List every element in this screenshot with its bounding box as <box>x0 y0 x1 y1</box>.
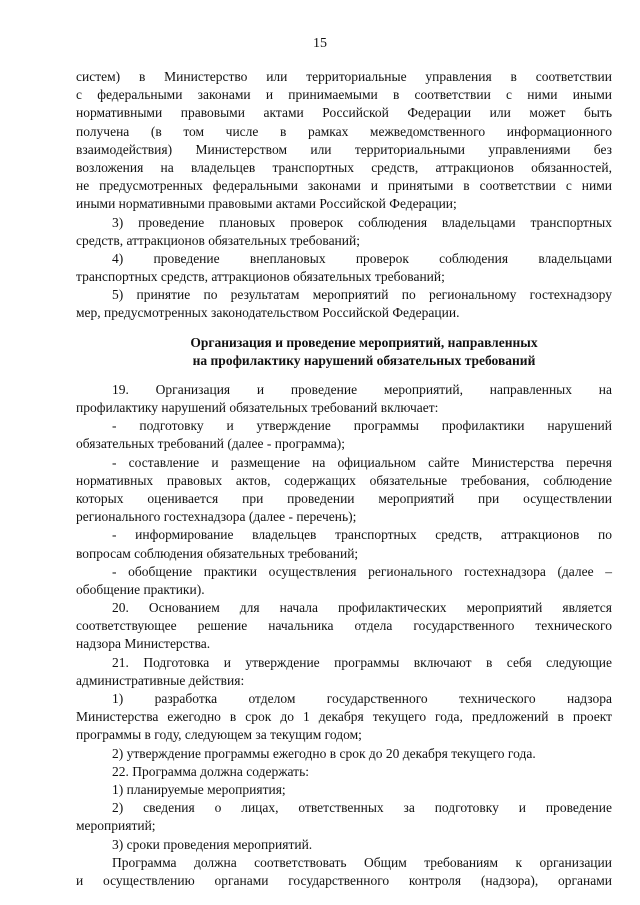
text-line: которых оценивается при проведении мероприятий при осуществлении <box>76 490 612 506</box>
text-line: регионального гостехнадзора (далее - перечень); <box>76 509 357 525</box>
paragraph <box>76 654 612 690</box>
text-line: - информирование владельцев транспортных средств, аттракционов по <box>112 527 612 543</box>
text-line: 3) сроки проведения мероприятий. <box>112 836 313 852</box>
text-line: не предусмотренных федеральными законами и принятыми в соответствии с ними <box>76 178 612 194</box>
text-line: 4) проведение внеплановых проверок соблюдения владельцами <box>112 250 612 266</box>
section-heading <box>76 334 612 371</box>
paragraph <box>76 781 612 799</box>
text-line: нормативных правовых актов, содержащих обязательные требования, соблюдение <box>76 472 612 488</box>
text-line: 1) разработка отделом государственного технического надзора <box>112 691 612 706</box>
text-line: мероприятий; <box>76 818 156 834</box>
text-line: получена (в том числе в рамках межведомственного информационного <box>76 123 612 139</box>
paragraph <box>76 454 612 527</box>
paragraph <box>76 745 612 763</box>
text-line: - составление и размещение на официальном сайте Министерства перечня <box>112 454 612 470</box>
paragraph <box>76 214 612 250</box>
paragraph <box>76 690 612 745</box>
text-line: нормативными правовыми актами Российской Федерации или может быть <box>76 105 612 121</box>
page-number: 15 <box>313 36 327 51</box>
text-line: вопросам соблюдения обязательных требований; <box>76 545 359 561</box>
paragraph <box>76 526 612 562</box>
text-line: возложения на владельцев транспортных средств, аттракционов обязанностей, <box>76 159 612 175</box>
text-line: иными нормативными правовыми актами Российской Федерации; <box>76 196 457 212</box>
paragraph <box>76 68 612 214</box>
text-line: 2) утверждение программы ежегодно в срок до 20 декабря текущего года. <box>112 745 536 761</box>
text-line: 1) планируемые мероприятия; <box>112 781 286 797</box>
text-line: надзора Министерства. <box>76 636 211 652</box>
text-line: 2) сведения о лицах, ответственных за подготовку и проведение <box>112 800 612 816</box>
text-line: мер, предусмотренных законодательством Российской Федерации. <box>76 305 460 321</box>
text-line: соответствующее решение начальника отдела государственного технического <box>76 618 612 634</box>
text-line: 20. Основанием для начала профилактических мероприятий является <box>112 600 612 616</box>
document-body <box>76 68 612 890</box>
paragraph <box>76 599 612 654</box>
text-line: 21. Подготовка и утверждение программы включают в себя следующие <box>112 654 612 670</box>
paragraph <box>76 836 612 854</box>
paragraph <box>76 563 612 599</box>
paragraph <box>76 381 612 417</box>
text-line: 19. Организация и проведение мероприятий, направленных на <box>112 381 612 397</box>
heading-line: на профилактику нарушений обязательных требований <box>192 353 536 369</box>
text-line: с федеральными законами и принимаемыми в соответствии с ними иными <box>76 87 612 103</box>
text-line: 5) принятие по результатам мероприятий по региональному гостехнадзору <box>112 287 612 303</box>
text-line: программы в году, следующем за текущим годом; <box>76 727 362 743</box>
text-line: обобщение практики). <box>76 581 205 597</box>
text-line: - обобщение практики осуществления регионального гостехнадзора (далее – <box>112 563 612 579</box>
text-line: - подготовку и утверждение программы профилактики нарушений <box>112 418 612 434</box>
text-line: 22. Программа должна содержать: <box>112 763 309 779</box>
text-line: систем) в Министерство или территориальные управления в соответствии <box>76 69 612 84</box>
paragraph <box>76 799 612 835</box>
text-line: Программа должна соответствовать Общим требованиям к организации <box>112 854 612 870</box>
text-line: Министерства ежегодно в срок до 1 декабря текущего года, предложений в проект <box>76 709 612 725</box>
text-line: средств, аттракционов обязательных требований; <box>76 232 360 248</box>
paragraph <box>76 854 612 890</box>
text-line: и осуществлению органами государственного контроля (надзора), органами <box>76 872 612 888</box>
text-line: 3) проведение плановых проверок соблюдения владельцами транспортных <box>112 214 612 230</box>
text-line: транспортных средств, аттракционов обязательных требований; <box>76 269 445 285</box>
text-line: административные действия: <box>76 672 245 688</box>
text-line: профилактику нарушений обязательных требований включает: <box>76 400 439 415</box>
paragraph <box>76 763 612 781</box>
paragraph <box>76 417 612 453</box>
text-line: обязательных требований (далее - программа); <box>76 436 346 452</box>
paragraph <box>76 250 612 286</box>
heading-line: Организация и проведение мероприятий, направленных <box>190 334 538 350</box>
paragraph <box>76 286 612 322</box>
text-line: взаимодействия) Министерством или территориальными управлениями без <box>76 141 612 157</box>
